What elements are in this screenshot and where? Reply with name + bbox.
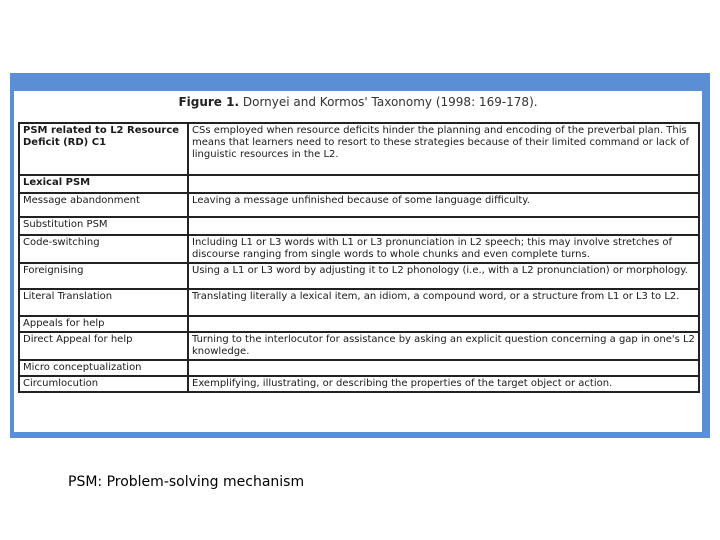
term-cell: Direct Appeal for help — [19, 332, 188, 360]
term-cell: Foreignising — [19, 263, 188, 289]
definition-cell: Turning to the interlocutor for assistance by asking an explicit question concerning a gap in one's L2 knowledge. — [188, 332, 699, 360]
table-row — [19, 316, 699, 332]
table-row — [19, 360, 699, 376]
term-cell: Appeals for help — [19, 316, 188, 332]
definition-cell — [188, 360, 699, 376]
table-row — [19, 235, 699, 263]
figure-paper — [14, 91, 702, 432]
table-row — [19, 289, 699, 316]
definition-cell: Using a L1 or L3 word by adjusting it to L2 phonology (i.e., with a L2 pronunciation) or morphology. — [188, 263, 699, 289]
definition-cell — [188, 175, 699, 193]
definition-cell: Leaving a message unfinished because of some language difficulty. — [188, 193, 699, 217]
definition-cell: Translating literally a lexical item, an idiom, a compound word, or a structure from L1 or L3 to L2. — [188, 289, 699, 316]
table-row — [19, 263, 699, 289]
figure-title — [14, 95, 702, 109]
term-cell: Lexical PSM — [19, 175, 188, 193]
table-row — [19, 193, 699, 217]
term-cell: Circumlocution — [19, 376, 188, 392]
slide-image-frame — [10, 73, 710, 438]
table-row — [19, 217, 699, 235]
definition-cell: Including L1 or L3 words with L1 or L3 pronunciation in L2 speech; this may involve stretches of discourse ranging from single words to whole chunks and even complete turns. — [188, 235, 699, 263]
figure-title-text: Dornyei and Kormos' Taxonomy (1998: 169-178). — [242, 95, 538, 109]
table-row — [19, 175, 699, 193]
definition-cell — [188, 217, 699, 235]
definition-cell — [188, 316, 699, 332]
term-cell: Message abandonment — [19, 193, 188, 217]
caption: PSM: Problem-solving mechanism — [68, 474, 305, 490]
definition-cell: CSs employed when resource deficits hinder the planning and encoding of the preverbal plan. This means that learners need to resort to these strategies because of their limited command or lack of linguistic resources in the L2. — [188, 123, 699, 175]
table-row — [19, 123, 699, 175]
table-row — [19, 332, 699, 360]
term-cell: Code-switching — [19, 235, 188, 263]
term-cell: Micro conceptualization — [19, 360, 188, 376]
taxonomy-table — [18, 122, 700, 393]
term-cell: PSM related to L2 Resource Deficit (RD) C1 — [19, 123, 188, 175]
table-row — [19, 376, 699, 392]
figure-label: Figure 1. — [178, 95, 240, 109]
term-cell: Literal Translation — [19, 289, 188, 316]
term-cell: Substitution PSM — [19, 217, 188, 235]
definition-cell: Exemplifying, illustrating, or describing the properties of the target object or action. — [188, 376, 699, 392]
